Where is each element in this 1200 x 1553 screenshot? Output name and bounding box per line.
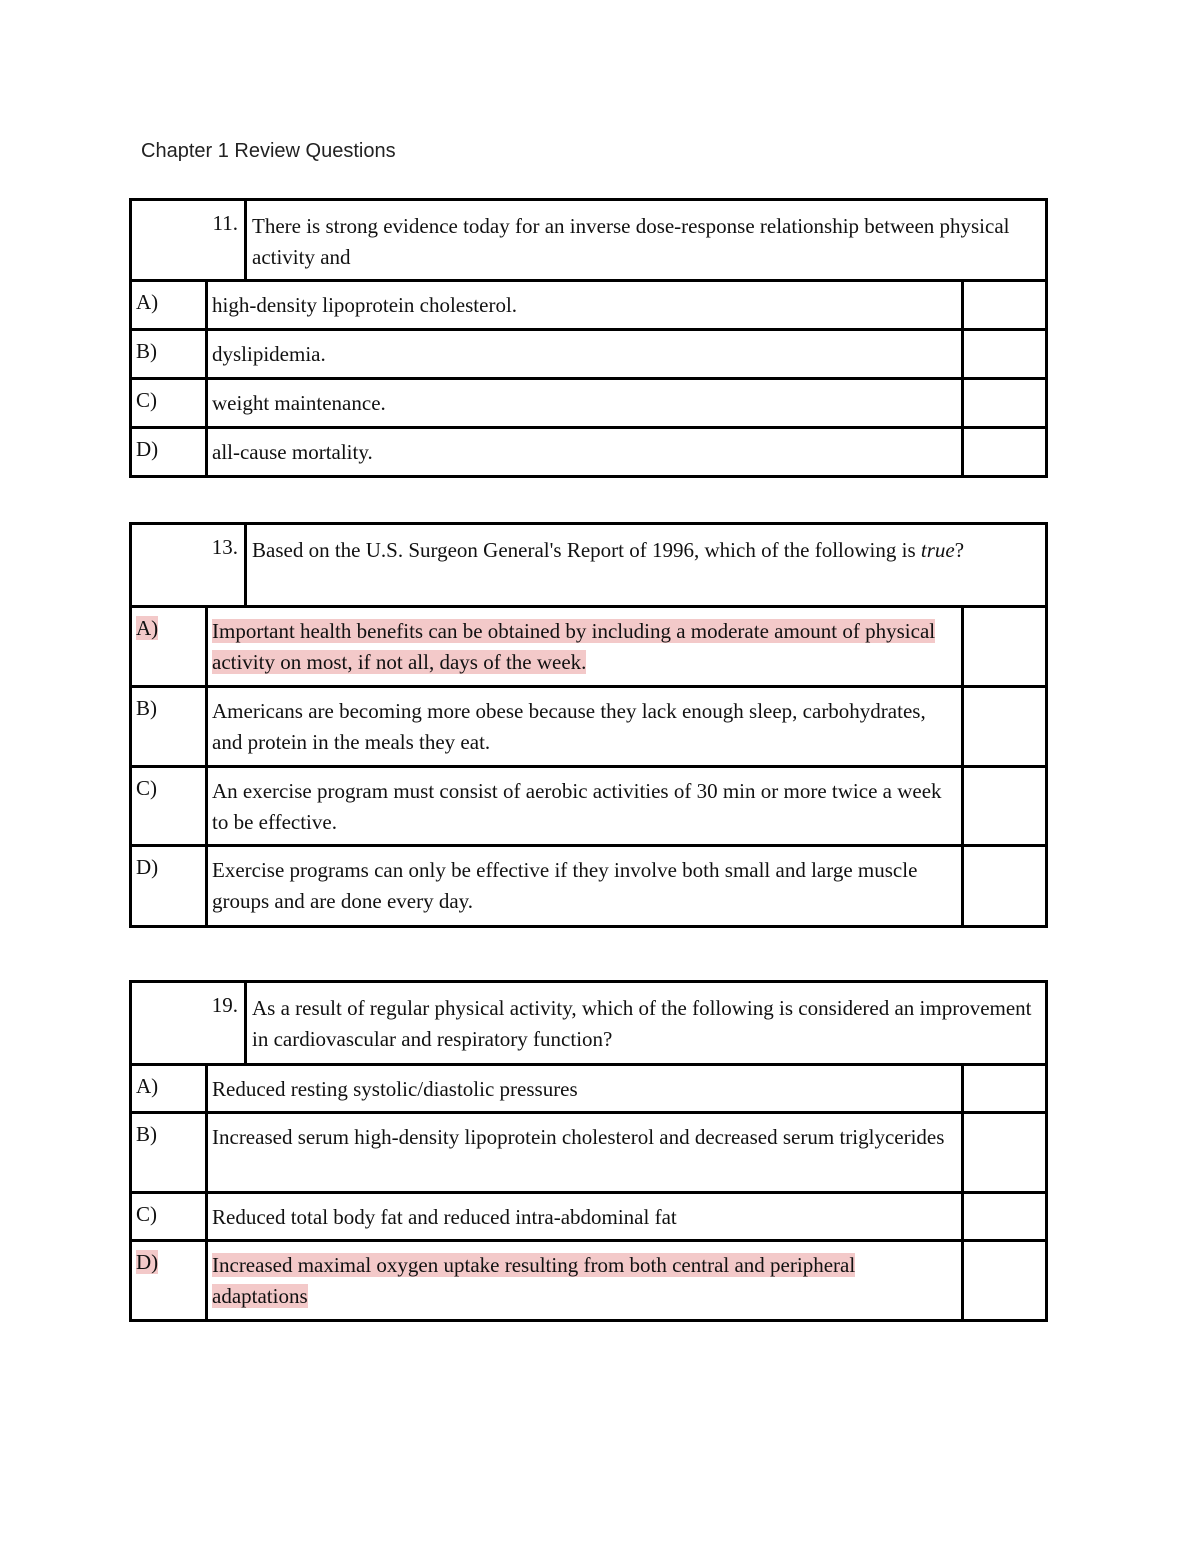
question-stem: As a result of regular physical activity, which of the following is considered an improvement in cardiovascular and respiratory function? bbox=[244, 983, 1045, 1063]
answer-letter: B) bbox=[136, 696, 157, 720]
answer-letter bbox=[132, 608, 205, 685]
question-stem bbox=[244, 525, 1045, 605]
answer-letter: D) bbox=[136, 437, 159, 461]
question-stem-emphasis: true bbox=[920, 538, 955, 562]
answer-letter-highlighted: A) bbox=[136, 616, 159, 640]
answer-text: Increased serum high-density lipoprotein cholesterol and decreased serum triglycerides bbox=[205, 1114, 964, 1191]
answer-text: Reduced total body fat and reduced intra-abdominal fat bbox=[205, 1194, 964, 1239]
answer-letter: C) bbox=[136, 1202, 157, 1226]
question-number: 19. bbox=[211, 993, 238, 1017]
answer-letter bbox=[132, 1242, 205, 1319]
answer-text: weight maintenance. bbox=[205, 380, 964, 426]
answer-mark-cell bbox=[964, 768, 1045, 844]
answer-row-b bbox=[132, 1114, 1045, 1194]
answer-letter: D) bbox=[136, 855, 159, 879]
question-table-11 bbox=[129, 198, 1048, 478]
answer-mark-cell bbox=[964, 429, 1045, 475]
answer-letter: A) bbox=[136, 290, 159, 314]
question-stem-end: ? bbox=[954, 538, 965, 562]
answer-letter: C) bbox=[136, 776, 157, 800]
answer-row-b bbox=[132, 331, 1045, 380]
answer-letter: B) bbox=[136, 339, 157, 363]
answer-row-d bbox=[132, 429, 1045, 475]
answer-letter: A) bbox=[136, 1074, 159, 1098]
answer-text: An exercise program must consist of aerobic activities of 30 min or more twice a week to be effective. bbox=[205, 768, 964, 844]
page-title: Chapter 1 Review Questions bbox=[141, 140, 396, 162]
question-table-13 bbox=[129, 522, 1048, 928]
answer-text: Exercise programs can only be effective if they involve both small and large muscle groups and are done every day. bbox=[205, 847, 964, 925]
answer-mark-cell bbox=[964, 282, 1045, 328]
answer-row-b bbox=[132, 688, 1045, 768]
answer-mark-cell bbox=[964, 688, 1045, 765]
answer-letter-highlighted: D) bbox=[136, 1250, 159, 1274]
answer-text bbox=[205, 1242, 964, 1319]
question-stem-text: Based on the U.S. Surgeon General's Report of 1996, which of the following is bbox=[252, 538, 916, 562]
answer-text: all-cause mortality. bbox=[205, 429, 964, 475]
answer-row-a bbox=[132, 1066, 1045, 1114]
question-header bbox=[132, 201, 1045, 282]
question-number: 11. bbox=[212, 211, 238, 235]
answer-row-a bbox=[132, 608, 1045, 688]
answer-letter: C) bbox=[136, 388, 157, 412]
answer-mark-cell bbox=[964, 1194, 1045, 1239]
answer-row-a bbox=[132, 282, 1045, 331]
answer-row-c bbox=[132, 1194, 1045, 1242]
answer-text: high-density lipoprotein cholesterol. bbox=[205, 282, 964, 328]
answer-mark-cell bbox=[964, 847, 1045, 925]
answer-mark-cell bbox=[964, 1066, 1045, 1111]
answer-text: Americans are becoming more obese because they lack enough sleep, carbohydrates, and protein in the meals they eat. bbox=[205, 688, 964, 765]
answer-row-d bbox=[132, 847, 1045, 925]
answer-mark-cell bbox=[964, 1114, 1045, 1191]
answer-text-highlighted: Increased maximal oxygen uptake resulting from both central and peripheral adaptations bbox=[212, 1253, 856, 1308]
answer-mark-cell bbox=[964, 331, 1045, 377]
answer-row-c bbox=[132, 768, 1045, 847]
answer-row-d bbox=[132, 1242, 1045, 1319]
question-number: 13. bbox=[211, 535, 238, 559]
answer-text: Reduced resting systolic/diastolic pressures bbox=[205, 1066, 964, 1111]
answer-text-highlighted: Important health benefits can be obtained by including a moderate amount of physical activity on most, if not all, days of the week. bbox=[212, 619, 936, 674]
answer-row-c bbox=[132, 380, 1045, 429]
answer-text bbox=[205, 608, 964, 685]
answer-mark-cell bbox=[964, 608, 1045, 685]
answer-mark-cell bbox=[964, 1242, 1045, 1319]
question-table-19 bbox=[129, 980, 1048, 1322]
question-header bbox=[132, 983, 1045, 1066]
answer-letter: B) bbox=[136, 1122, 157, 1146]
question-header bbox=[132, 525, 1045, 608]
answer-text: dyslipidemia. bbox=[205, 331, 964, 377]
answer-mark-cell bbox=[964, 380, 1045, 426]
question-stem: There is strong evidence today for an inverse dose-response relationship between physical activity and bbox=[244, 201, 1045, 279]
